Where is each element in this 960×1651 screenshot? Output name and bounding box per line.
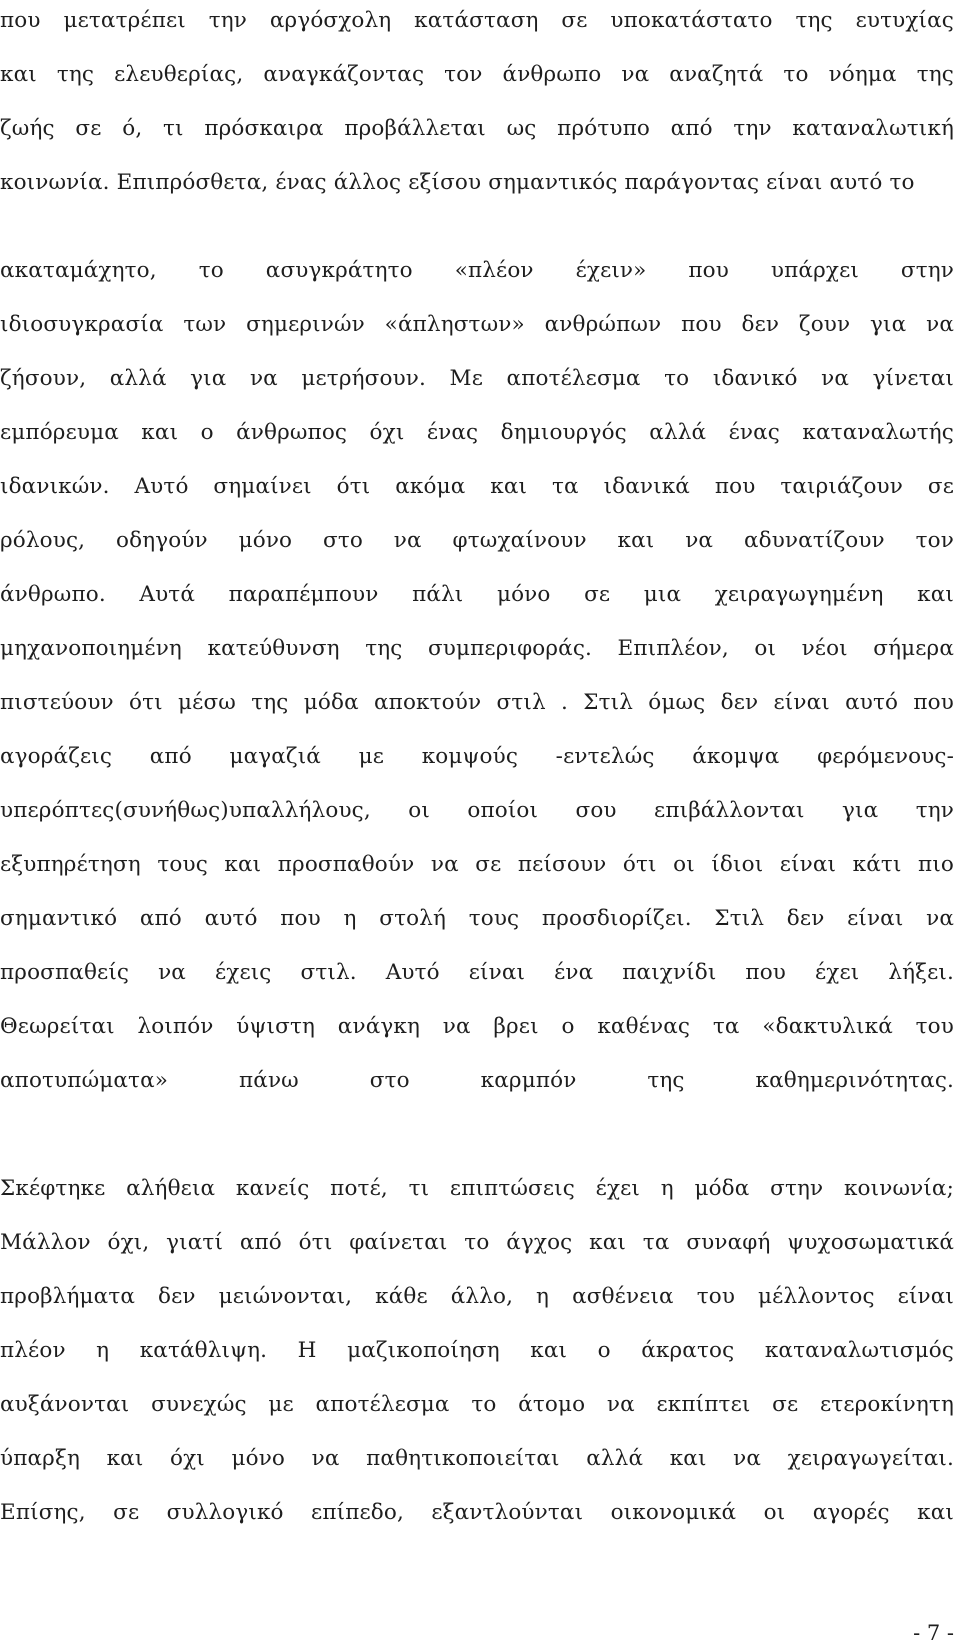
text-line: ζωής σε ό, τι πρόσκαιρα προβάλλεται ως πρότυπο από την καταναλωτική — [0, 116, 954, 141]
text-line: πλέον η κατάθλιψη. Η μαζικοποίηση και ο άκρατος καταναλωτισμός — [0, 1338, 954, 1363]
text-line: υπερόπτες(συνήθως)υπαλλήλους, οι οποίοι σου επιβάλλονται για την — [0, 798, 954, 823]
text-line: πιστεύουν ότι μέσω της μόδα αποκτούν στιλ . Στιλ όμως δεν είναι αυτό που — [0, 690, 954, 715]
text-line: αποτυπώματα» πάνω στο καρμπόν της καθημερινότητας. — [0, 1068, 954, 1093]
text-line: εμπόρευμα και ο άνθρωπος όχι ένας δημιουργός αλλά ένας καταναλωτής — [0, 420, 954, 445]
text-line — [0, 155, 954, 211]
text-line: προσπαθείς να έχεις στιλ. Αυτό είναι ένα παιχνίδι που έχει λήξει. — [0, 960, 954, 985]
text-line: Μάλλον όχι, γιατί από ότι φαίνεται το άγχος και τα συναφή ψυχοσωματικά — [0, 1230, 954, 1255]
text-line: αγοράζεις από μαγαζιά με κομψούς -εντελώς άκομψα φερόμενους- — [0, 744, 954, 769]
text-line: ακαταμάχητο, το ασυγκράτητο «πλέον έχειν» που υπάρχει στην — [0, 258, 954, 283]
text-line: Θεωρείται λοιπόν ύψιστη ανάγκη να βρει ο καθένας τα «δακτυλικά του — [0, 1014, 954, 1039]
text-line: μηχανοποιημένη κατεύθυνση της συμπεριφοράς. Επιπλέον, οι νέοι σήμερα — [0, 636, 954, 661]
text-line: άνθρωπο. Αυτά παραπέμπουν πάλι μόνο σε μια χειραγωγημένη και — [0, 582, 954, 607]
text-line: αυξάνονται συνεχώς με αποτέλεσμα το άτομο να εκπίπτει σε ετεροκίνητη — [0, 1392, 954, 1417]
text-line-span: κοινωνία. Επιπρόσθετα, ένας άλλος εξίσου σημαντικός παράγοντας είναι αυτό το — [0, 170, 915, 195]
text-line: ζήσουν, αλλά για να μετρήσουν. Με αποτέλεσμα το ιδανικό να γίνεται — [0, 366, 954, 391]
text-line: ρόλους, οδηγούν μόνο στο να φτωχαίνουν και να αδυνατίζουν τον — [0, 528, 954, 553]
text-line: ιδιοσυγκρασία των σημερινών «άπληστων» ανθρώπων που δεν ζουν για να — [0, 312, 954, 337]
text-line: εξυπηρέτηση τους και προσπαθούν να σε πείσουν ότι οι ίδιοι είναι κάτι πιο — [0, 852, 954, 877]
text-line: και της ελευθερίας, αναγκάζοντας τον άνθρωπο να αναζητά το νόημα της — [0, 62, 954, 87]
text-line: σημαντικό από αυτό που η στολή τους προσδιορίζει. Στιλ δεν είναι να — [0, 906, 954, 931]
page-number: - 7 - — [913, 1621, 954, 1645]
text-line: προβλήματα δεν μειώνονται, κάθε άλλο, η ασθένεια του μέλλοντος είναι — [0, 1284, 954, 1309]
text-line: που μετατρέπει την αργόσχολη κατάσταση σε υποκατάστατο της ευτυχίας — [0, 8, 954, 33]
text-line: Επίσης, σε συλλογικό επίπεδο, εξαντλούνται οικονομικά οι αγορές και — [0, 1500, 954, 1525]
text-line: ύπαρξη και όχι μόνο να παθητικοποιείται αλλά και να χειραγωγείται. — [0, 1446, 954, 1471]
text-line: Σκέφτηκε αλήθεια κανείς ποτέ, τι επιπτώσεις έχει η μόδα στην κοινωνία; — [0, 1176, 954, 1201]
text-line: ιδανικών. Αυτό σημαίνει ότι ακόμα και τα ιδανικά που ταιριάζουν σε — [0, 474, 954, 499]
